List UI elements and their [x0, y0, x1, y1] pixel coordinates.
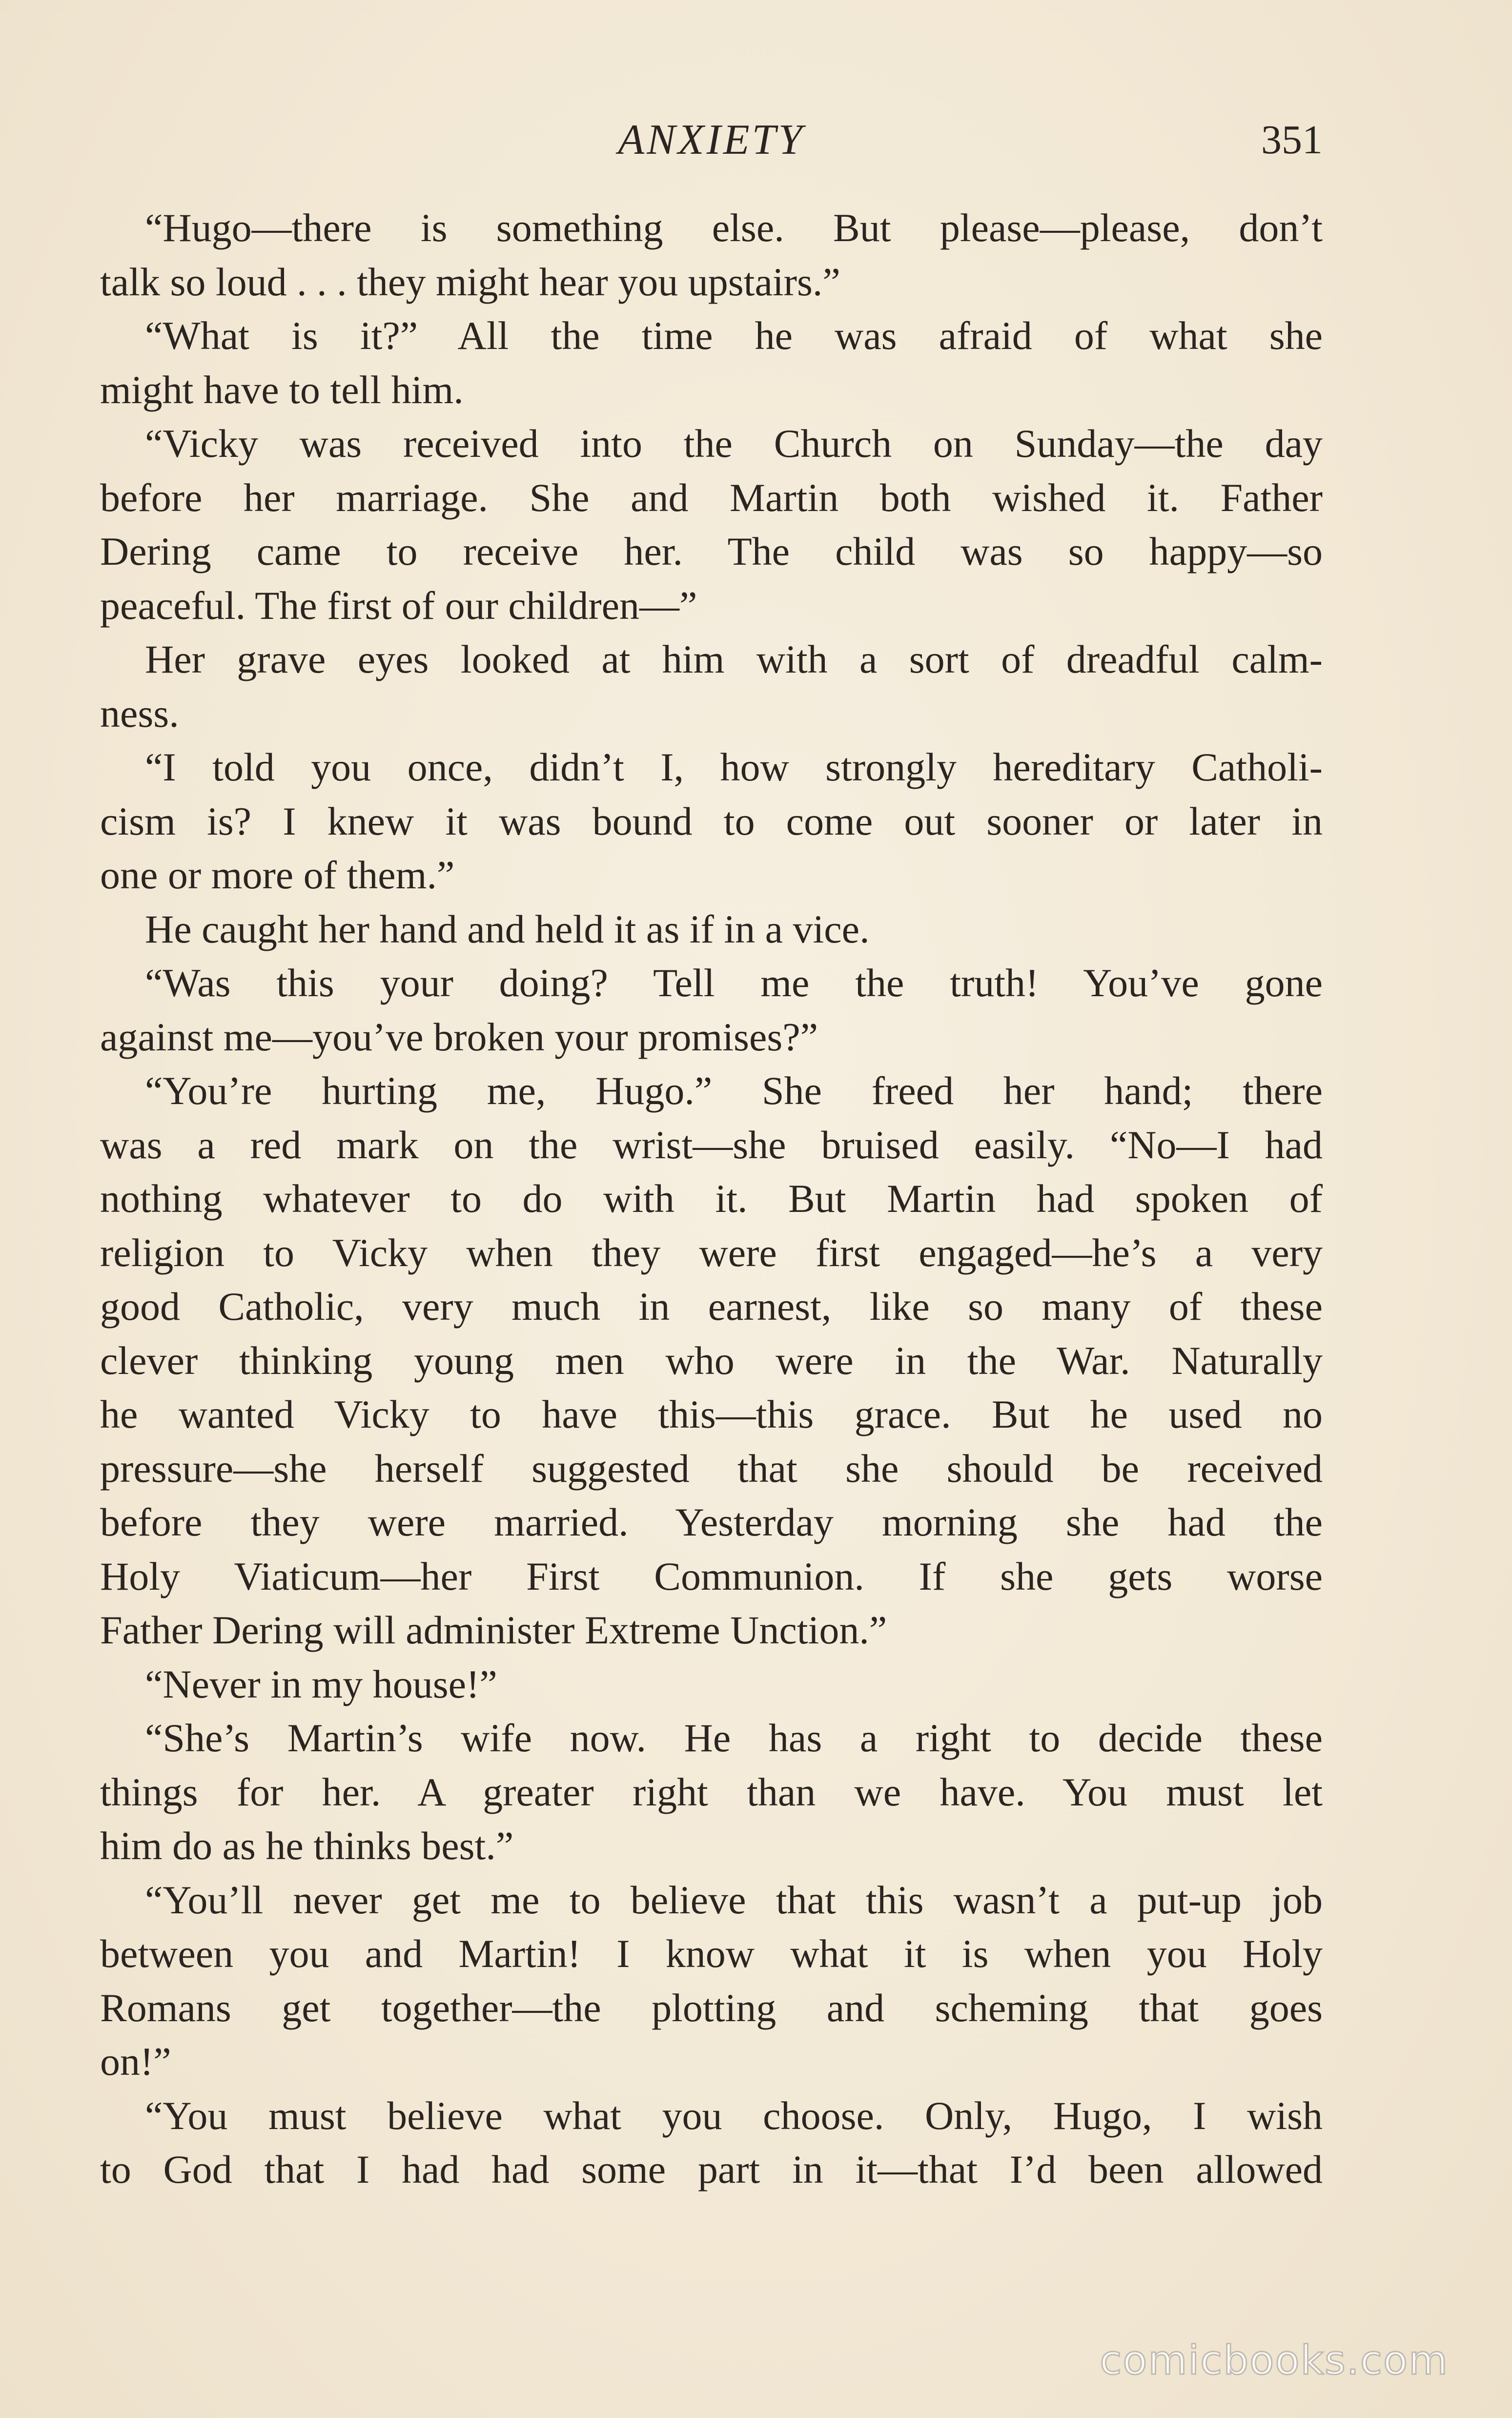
text-line: him do as he thinks best.”	[100, 1824, 514, 1868]
text-line: pressure—she herself suggested that she should be received	[100, 1446, 1323, 1491]
text-line: ness.	[100, 691, 179, 736]
text-line: to God that I had had some part in it—that I’d been allowed	[100, 2147, 1323, 2192]
text-line: against me—you’ve broken your promises?”	[100, 1014, 818, 1059]
text-line: before they were married. Yesterday morning she had the	[100, 1500, 1323, 1544]
running-head	[100, 113, 1323, 167]
text-line: He caught her hand and held it as if in a vice.	[145, 906, 870, 951]
text-line: nothing whatever to do with it. But Martin had spoken of	[100, 1176, 1323, 1221]
text-line: on!”	[100, 2039, 171, 2084]
text-line: between you and Martin! I know what it is when you Holy	[100, 1931, 1323, 1976]
text-line: “I told you once, didn’t I, how strongly hereditary Catholi-	[145, 745, 1323, 789]
text-line: things for her. A greater right than we have. You must let	[100, 1769, 1323, 1814]
text-line: “Was this your doing? Tell me the truth! You’ve gone	[145, 961, 1323, 1005]
text-line: good Catholic, very much in earnest, like so many of these	[100, 1284, 1323, 1329]
text-line: Holy Viaticum—her First Communion. If she gets worse	[100, 1554, 1323, 1598]
text-line: cism is? I knew it was bound to come out sooner or later in	[100, 799, 1323, 843]
text-line: Her grave eyes looked at him with a sort of dreadful calm-	[145, 637, 1323, 681]
text-line: “Hugo—there is something else. But please—please, don’t	[145, 205, 1323, 250]
text-line: Dering came to receive her. The child was so happy—so	[100, 529, 1323, 574]
text-line: “What is it?” All the time he was afraid of what she	[145, 313, 1323, 358]
text-line: might have to tell him.	[100, 367, 464, 412]
text-line: talk so loud . . . they might hear you upstairs.”	[100, 259, 840, 304]
text-line: Romans get together—the plotting and scheming that goes	[100, 1985, 1323, 2030]
text-line: religion to Vicky when they were first engaged—he’s a very	[100, 1230, 1323, 1275]
text-line: was a red mark on the wrist—she bruised easily. “No—I had	[100, 1122, 1323, 1167]
text-line: one or more of them.”	[100, 853, 455, 897]
running-title: ANXIETY	[618, 116, 805, 164]
text-line: “You’ll never get me to believe that this wasn’t a put-up job	[145, 1877, 1323, 1922]
watermark: comicbooks.com	[1100, 2337, 1449, 2384]
text-line: peaceful. The first of our children—”	[100, 583, 697, 628]
text-line: “She’s Martin’s wife now. He has a right to decide these	[145, 1716, 1323, 1760]
text-line: “Never in my house!”	[145, 1661, 497, 1706]
text-line: clever thinking young men who were in the War. Naturally	[100, 1338, 1323, 1383]
body-text	[100, 201, 1323, 2197]
text-line: “You’re hurting me, Hugo.” She freed her hand; there	[145, 1068, 1323, 1113]
text-line: Father Dering will administer Extreme Unction.”	[100, 1608, 887, 1652]
page-number: 351	[1261, 117, 1323, 163]
text-line: before her marriage. She and Martin both wished it. Father	[100, 475, 1323, 520]
text-line: he wanted Vicky to have this—this grace. But he used no	[100, 1392, 1323, 1436]
text-line: “Vicky was received into the Church on Sunday—the day	[145, 421, 1323, 466]
text-line: “You must believe what you choose. Only, Hugo, I wish	[145, 2093, 1323, 2138]
